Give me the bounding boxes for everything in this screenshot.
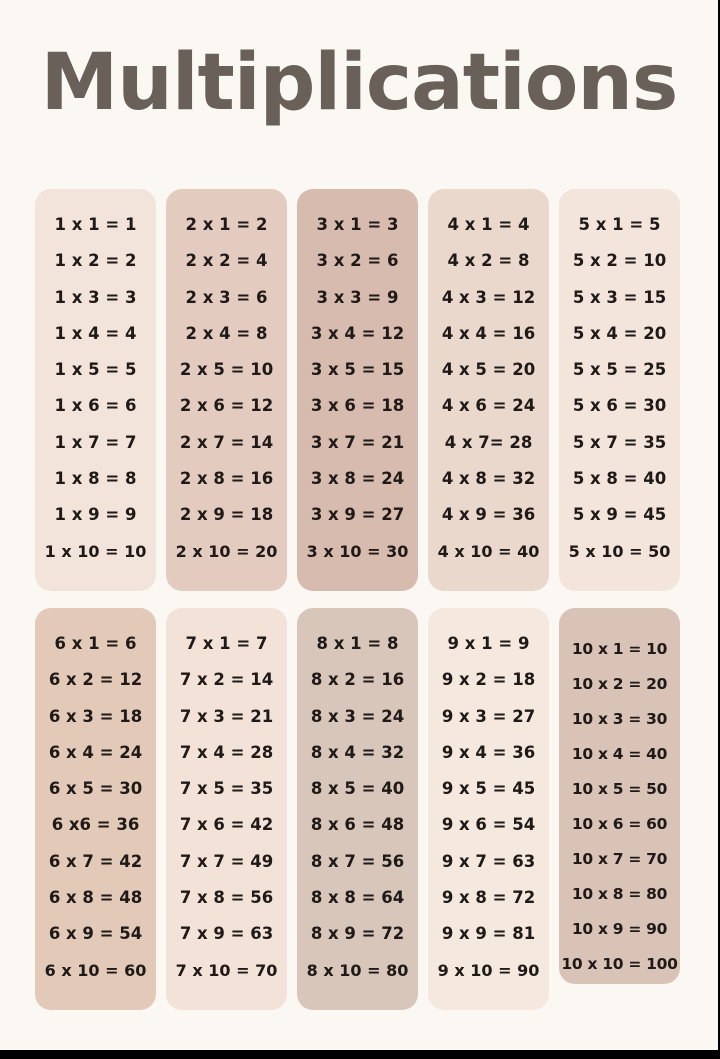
table-row: 7 x 8 = 56	[179, 888, 274, 908]
table-row: 2 x 6 = 12	[179, 396, 274, 416]
table-row: 3 x 10 = 30	[306, 541, 409, 561]
table-row: 8 x 1 = 8	[316, 634, 399, 653]
table-row: 5 x 1 = 5	[578, 215, 661, 234]
table-row: 9 x 3 = 27	[441, 706, 536, 726]
table-row: 8 x 4 = 32	[310, 742, 405, 762]
table-row: 5 x 3 = 15	[572, 287, 667, 307]
table-row: 10 x 2 = 20	[571, 675, 668, 693]
table-row: 4 x 6 = 24	[441, 396, 536, 416]
table-row: 8 x 5 = 40	[310, 779, 405, 799]
table-row: 7 x 5 = 35	[179, 779, 274, 799]
table-card-9	[428, 608, 549, 1010]
table-row: 10 x 5 = 50	[571, 780, 668, 798]
table-card-8	[297, 608, 418, 1010]
table-row: 4 x 3 = 12	[441, 287, 536, 307]
table-row: 9 x 1 = 9	[447, 634, 530, 653]
table-row: 7 x 1 = 7	[185, 634, 268, 653]
table-row: 2 x 8 = 16	[179, 469, 274, 489]
table-row: 3 x 5 = 15	[310, 360, 405, 380]
table-row: 1 x 10 = 10	[44, 541, 147, 561]
table-row: 5 x 8 = 40	[572, 469, 667, 489]
table-row: 1 x 9 = 9	[54, 505, 137, 525]
table-row: 8 x 10 = 80	[306, 960, 409, 980]
table-row: 7 x 2 = 14	[179, 670, 274, 690]
table-row: 1 x 2 = 2	[54, 251, 137, 271]
table-row: 8 x 6 = 48	[310, 815, 405, 835]
table-row: 3 x 2 = 6	[316, 251, 399, 271]
table-row: 1 x 8 = 8	[54, 469, 137, 489]
table-row: 8 x 3 = 24	[310, 706, 405, 726]
table-row: 2 x 10 = 20	[175, 541, 278, 561]
table-row: 4 x 9 = 36	[441, 505, 536, 525]
table-row: 6 x 5 = 30	[48, 779, 143, 799]
table-row: 6 x 10 = 60	[44, 960, 147, 980]
table-row: 9 x 5 = 45	[441, 779, 536, 799]
page-title: Multiplications	[40, 38, 678, 128]
table-row: 6 x 1 = 6	[54, 634, 137, 653]
table-row: 5 x 5 = 25	[572, 360, 667, 380]
table-row: 9 x 2 = 18	[441, 670, 536, 690]
table-row: 3 x 4 = 12	[310, 323, 405, 343]
table-row: 6 x 8 = 48	[48, 888, 143, 908]
table-row: 6 x 7 = 42	[48, 851, 143, 871]
table-row: 3 x 3 = 9	[316, 287, 399, 307]
table-row: 3 x 9 = 27	[310, 505, 405, 525]
table-row: 9 x 9 = 81	[441, 924, 536, 944]
table-row: 9 x 8 = 72	[441, 888, 536, 908]
table-row: 1 x 1 = 1	[54, 215, 137, 234]
table-row: 6 x 9 = 54	[48, 924, 143, 944]
table-row: 9 x 7 = 63	[441, 851, 536, 871]
table-row: 10 x 8 = 80	[571, 885, 668, 903]
table-row: 6 x 3 = 18	[48, 706, 143, 726]
table-row: 7 x 9 = 63	[179, 924, 274, 944]
table-row: 4 x 2 = 8	[447, 251, 530, 271]
table-row: 4 x 1 = 4	[447, 215, 530, 234]
table-row: 4 x 4 = 16	[441, 323, 536, 343]
table-row: 6 x 2 = 12	[48, 670, 143, 690]
table-row: 8 x 9 = 72	[310, 924, 405, 944]
table-card-4	[428, 189, 549, 591]
table-card-10	[559, 608, 680, 984]
table-row: 9 x 10 = 90	[437, 960, 540, 980]
table-row: 4 x 7= 28	[444, 432, 533, 452]
table-row: 10 x 3 = 30	[571, 710, 668, 728]
table-row: 8 x 8 = 64	[310, 888, 405, 908]
table-row: 5 x 7 = 35	[572, 432, 667, 452]
table-row: 7 x 7 = 49	[179, 851, 274, 871]
table-row: 7 x 3 = 21	[179, 706, 274, 726]
table-row: 2 x 7 = 14	[179, 432, 274, 452]
table-row: 5 x 9 = 45	[572, 505, 667, 525]
table-row: 4 x 5 = 20	[441, 360, 536, 380]
table-card-2	[166, 189, 287, 591]
table-row: 1 x 7 = 7	[54, 432, 137, 452]
table-row: 4 x 10 = 40	[437, 541, 540, 561]
table-row: 10 x 4 = 40	[571, 745, 668, 763]
table-card-6	[35, 608, 156, 1010]
table-card-5	[559, 189, 680, 591]
table-row: 5 x 2 = 10	[572, 251, 667, 271]
table-card-7	[166, 608, 287, 1010]
table-row: 2 x 5 = 10	[179, 360, 274, 380]
table-row: 1 x 5 = 5	[54, 360, 137, 380]
table-row: 2 x 2 = 4	[185, 251, 268, 271]
table-row: 1 x 3 = 3	[54, 287, 137, 307]
table-row: 9 x 4 = 36	[441, 742, 536, 762]
table-row: 6 x6 = 36	[51, 815, 140, 835]
table-row: 1 x 4 = 4	[54, 323, 137, 343]
table-card-3	[297, 189, 418, 591]
table-row: 5 x 10 = 50	[568, 541, 671, 561]
table-row: 2 x 1 = 2	[185, 215, 268, 234]
table-row: 6 x 4 = 24	[48, 742, 143, 762]
table-row: 10 x 1 = 10	[571, 640, 668, 658]
table-row: 10 x 10 = 100	[561, 955, 678, 973]
table-row: 3 x 1 = 3	[316, 215, 399, 234]
table-row: 7 x 10 = 70	[175, 960, 278, 980]
table-row: 2 x 4 = 8	[185, 323, 268, 343]
table-card-1	[35, 189, 156, 591]
table-row: 10 x 6 = 60	[571, 815, 668, 833]
table-row: 3 x 8 = 24	[310, 469, 405, 489]
table-row: 7 x 4 = 28	[179, 742, 274, 762]
table-row: 7 x 6 = 42	[179, 815, 274, 835]
table-row: 5 x 4 = 20	[572, 323, 667, 343]
table-row: 3 x 6 = 18	[310, 396, 405, 416]
table-row: 8 x 2 = 16	[310, 670, 405, 690]
table-row: 10 x 7 = 70	[571, 850, 668, 868]
table-row: 1 x 6 = 6	[54, 396, 137, 416]
table-row: 9 x 6 = 54	[441, 815, 536, 835]
table-row: 4 x 8 = 32	[441, 469, 536, 489]
table-row: 2 x 9 = 18	[179, 505, 274, 525]
table-row: 2 x 3 = 6	[185, 287, 268, 307]
table-row: 10 x 9 = 90	[571, 920, 668, 938]
table-row: 5 x 6 = 30	[572, 396, 667, 416]
table-row: 3 x 7 = 21	[310, 432, 405, 452]
table-row: 8 x 7 = 56	[310, 851, 405, 871]
